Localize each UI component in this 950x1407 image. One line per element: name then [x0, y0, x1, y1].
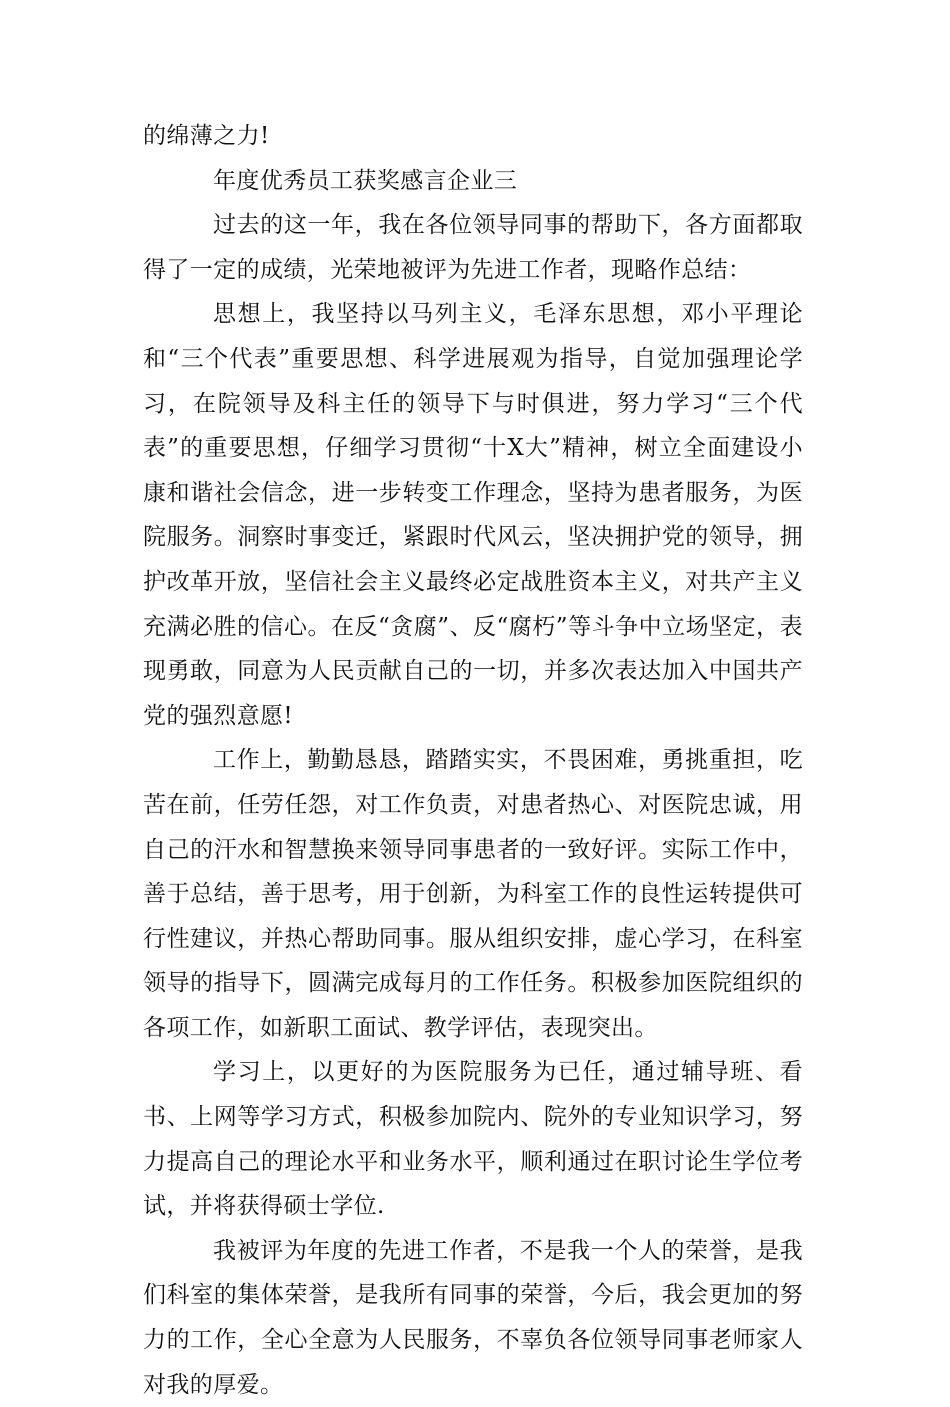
paragraph-conclusion: 我被评为年度的先进工作者，不是我一个人的荣誉，是我们科室的集体荣誉，是我所有同事的荣誉，今后，我会更加的努力的工作，全心全意为人民服务，不辜负各位领导同事老师家人对我的厚爱。 [143, 1237, 803, 1398]
paragraph-continuation: 的绵薄之力! [143, 123, 270, 149]
section-heading: 年度优秀员工获奖感言企业三 [213, 167, 518, 194]
paragraph-work: 工作上，勤勤恳恳，踏踏实实，不畏困难，勇挑重担，吃苦在前，任劳任怨，对工作负责，对患者热心、对医院忠诚，用自己的汗水和智慧换来领导同事患者的一致好评。实际工作中，善于总结，善于思考，用于创新，为科室工作的良性运转提供可行性建议，并热心帮助同事。服从组织安排，虚心学习，在科室领导的指导下，圆满完成每月的工作任务。积极参加医院组织的各项工作，如新职工面试、教学评估，表现突出。 [143, 747, 803, 1041]
document-body [143, 114, 803, 1407]
paragraph-ideology: 思想上，我坚持以马列主义，毛泽东思想，邓小平理论和“三个代表”重要思想、科学进展观为指导，自觉加强理论学习，在院领导及科主任的领导下与时俱进，努力学习“三个代表”的重要思想，仔细学习贯彻“十X大”精神，树立全面建设小康和谐社会信念，进一步转变工作理念，坚持为患者服务，为医院服务。洞察时事变迁，紧跟时代风云，坚决拥护党的领导，拥护改革开放，坚信社会主义最终必定战胜资本主义，对共产主义充满必胜的信心。在反“贪腐”、反“腐朽”等斗争中立场坚定，表现勇敢，同意为人民贡献自己的一切，并多次表达加入中国共产党的强烈意愿! [143, 301, 803, 729]
paragraph-study: 学习上，以更好的为医院服务为已任，通过辅导班、看书、上网等学习方式，积极参加院内、院外的专业知识学习，努力提高自己的理论水平和业务水平，顺利通过在职讨论生学位考试，并将获得硕士学位. [143, 1059, 803, 1220]
paragraph-intro: 过去的这一年，我在各位领导同事的帮助下，各方面都取得了一定的成绩，光荣地被评为先进工作者，现略作总结： [143, 212, 803, 283]
